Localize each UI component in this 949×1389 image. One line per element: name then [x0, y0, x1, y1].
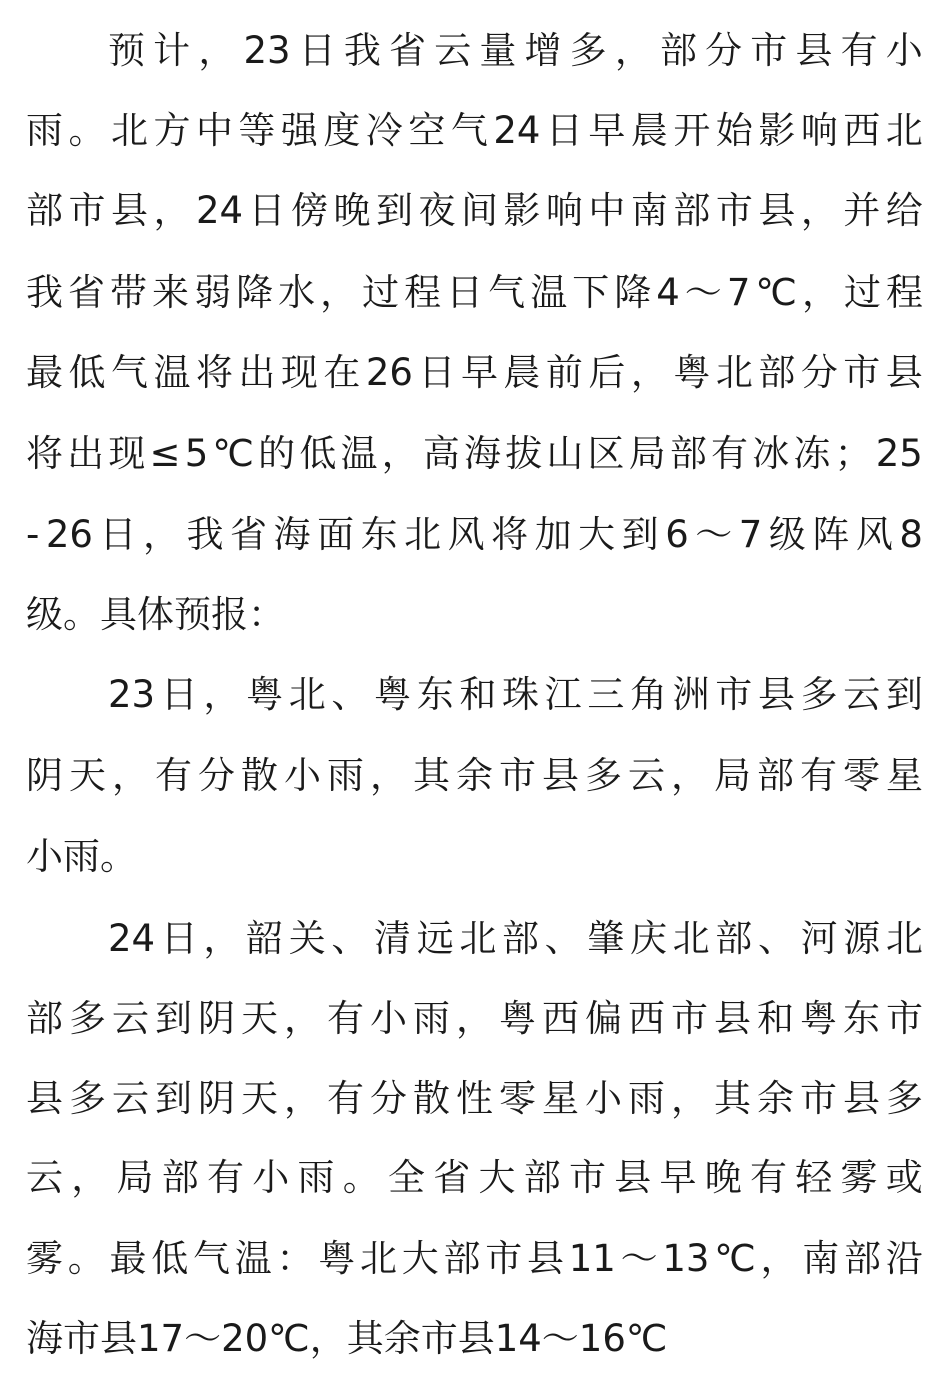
paragraph-3-line-6: 海市县17～20℃，其余市县14～16℃ — [26, 1317, 668, 1360]
paragraph-2-line-2: 阴 天 ， 有 分 散 小 雨 ， 其 余 市 县 多 云 ， 局 部 有 零 星 — [26, 754, 923, 797]
paragraph-2-line-1: 23 日 ， 粤 北 、 粤 东 和 珠 江 三 角 洲 市 县 多 云 到 — [108, 673, 923, 716]
paragraph-1-line-2: 雨 。 北 方 中 等 强 度 冷 空 气 24 日 早 晨 开 始 影 响 西 北 — [26, 109, 923, 152]
paragraph-1-line-4: 我 省 带 来 弱 降 水 ， 过 程 日 气 温 下 降 4 ～ 7 ℃ ， 过 程 — [26, 271, 923, 314]
paragraph-1-line-1: 预 计 ， 23 日 我 省 云 量 增 多 ， 部 分 市 县 有 小 — [108, 29, 923, 72]
paragraph-3-line-5: 雾 。 最 低 气 温 ： 粤 北 大 部 市 县 11 ～ 13 ℃ ， 南 部 沿 — [26, 1237, 923, 1280]
paragraph-3-line-3: 县 多 云 到 阴 天 ， 有 分 散 性 零 星 小 雨 ， 其 余 市 县 多 — [26, 1077, 923, 1120]
paragraph-1-line-6: 将 出 现 ≤ 5 ℃ 的 低 温 ， 高 海 拔 山 区 局 部 有 冰 冻 ； 25 — [26, 432, 923, 475]
paragraph-3-line-1: 24 日 ， 韶 关 、 清 远 北 部 、 肇 庆 北 部 、 河 源 北 — [108, 917, 923, 960]
paragraph-1-line-3: 部 市 县 ， 24 日 傍 晚 到 夜 间 影 响 中 南 部 市 县 ， 并 给 — [26, 189, 923, 232]
paragraph-3-line-4: 云 ， 局 部 有 小 雨 。 全 省 大 部 市 县 早 晚 有 轻 雾 或 — [26, 1156, 923, 1199]
paragraph-1-line-5: 最 低 气 温 将 出 现 在 26 日 早 晨 前 后 ， 粤 北 部 分 市 县 — [26, 351, 923, 394]
paragraph-1-line-8: 级。具体预报： — [26, 593, 285, 636]
paragraph-3-line-2: 部 多 云 到 阴 天 ， 有 小 雨 ， 粤 西 偏 西 市 县 和 粤 东 市 — [26, 997, 923, 1040]
paragraph-1-line-7: - 26 日 ， 我 省 海 面 东 北 风 将 加 大 到 6 ～ 7 级 阵 风 8 — [26, 513, 923, 556]
paragraph-2-line-3: 小雨。 — [26, 835, 137, 878]
